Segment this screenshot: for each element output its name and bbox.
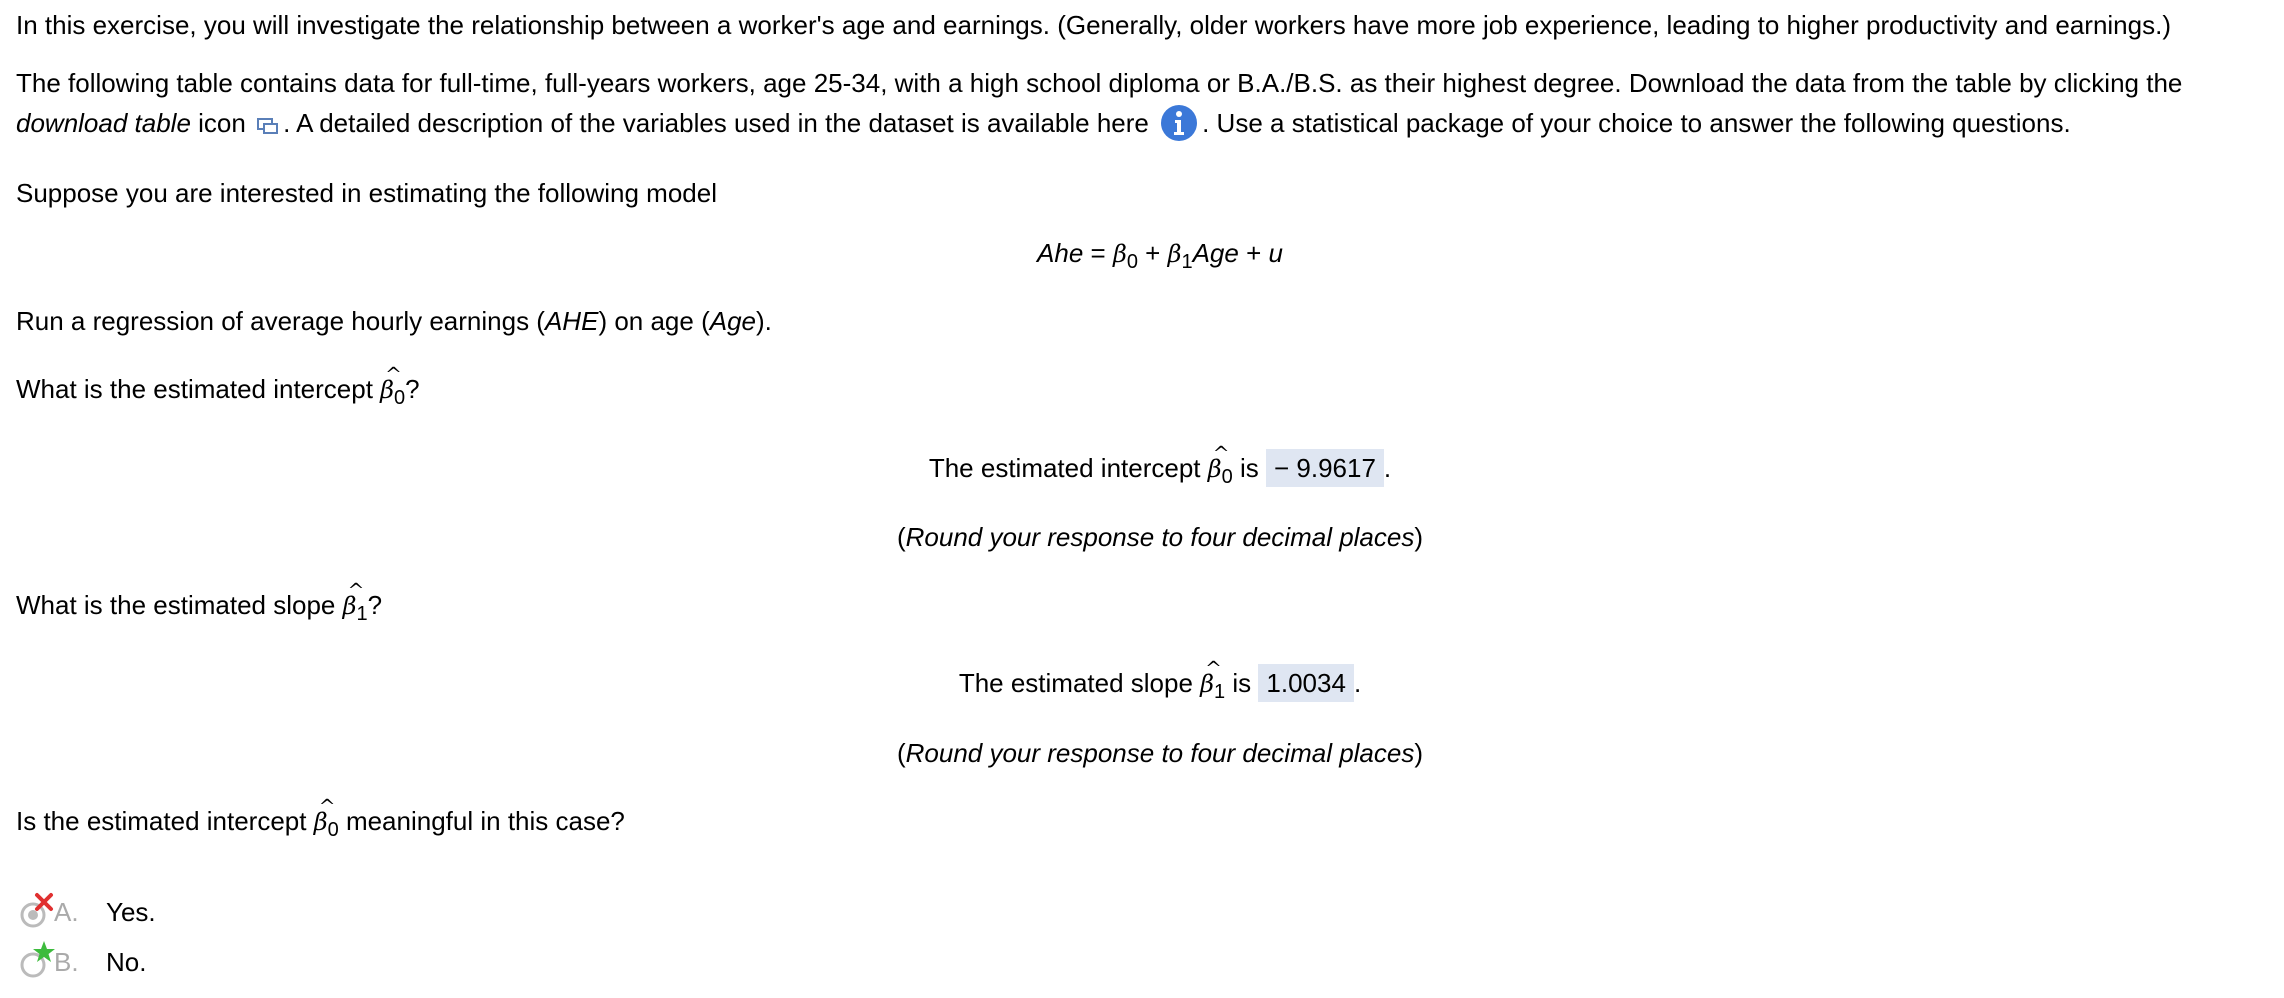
radio-a[interactable]	[20, 898, 48, 926]
round-note-2: (Round your response to four decimal places)	[896, 738, 1424, 768]
model-intro: Suppose you are interested in estimating the following model	[16, 178, 717, 208]
question-slope	[16, 586, 382, 625]
intercept-answer-field[interactable]: − 9.9617	[1266, 449, 1384, 487]
download-table-label: download table	[16, 108, 191, 138]
option-b-letter: B.	[54, 947, 79, 977]
slope-answer-field[interactable]: 1.0034	[1258, 664, 1354, 702]
run-regression-text	[16, 302, 772, 340]
run-mid: ) on age (	[598, 306, 710, 336]
model-age: Age	[1192, 238, 1239, 268]
run-prefix: Run a regression of average hourly earnings (	[16, 306, 545, 336]
after-info-text: . Use a statistical package of your choice to answer the following questions.	[1202, 108, 2071, 138]
round-note-1: (Round your response to four decimal places)	[896, 522, 1424, 552]
beta-1-symbol: β	[1167, 240, 1182, 268]
q1-period: .	[1383, 453, 1392, 483]
download-table-icon[interactable]	[257, 107, 279, 125]
q1-is: is	[1232, 453, 1266, 483]
run-age: Age	[709, 306, 756, 336]
q1-answer-subscript: 0	[1221, 466, 1233, 488]
answer-slope-line	[0, 664, 2284, 703]
q2-period: .	[1353, 668, 1362, 698]
run-ahe: AHE	[544, 306, 599, 336]
q1-subscript: 0	[394, 387, 406, 409]
round-note-2-text: Round your response to four decimal places	[905, 738, 1415, 768]
beta-1-subscript: 1	[1181, 251, 1193, 273]
q1-qmark: ?	[405, 374, 420, 404]
q2-qmark: ?	[367, 590, 383, 620]
option-b[interactable]	[20, 943, 146, 981]
option-a-text: Yes.	[106, 897, 156, 927]
q3-question-prefix: Is the estimated intercept	[16, 806, 314, 836]
q1-answer-prefix: The estimated intercept	[928, 453, 1208, 483]
beta-hat-0-symbol-answer: ^ β	[1208, 450, 1222, 488]
model-error: u	[1268, 238, 1283, 268]
option-a-letter: A.	[54, 897, 79, 927]
q3-question-suffix: meaningful in this case?	[338, 806, 625, 836]
after-download-text: . A detailed description of the variables used in the dataset is available here	[283, 108, 1149, 138]
q2-answer-subscript: 1	[1214, 681, 1226, 703]
question-intercept	[16, 370, 420, 409]
model-eq: =	[1083, 238, 1113, 268]
green-star-icon	[32, 940, 56, 964]
beta-0-symbol: β	[1112, 240, 1127, 268]
icon-word: icon	[190, 108, 246, 138]
beta-hat-0-symbol: ^ β	[380, 371, 394, 409]
beta-hat-0-symbol-q3: ^ β	[314, 803, 328, 841]
option-b-text: No.	[106, 947, 147, 977]
model-plus-u: +	[1238, 238, 1269, 268]
radio-b[interactable]	[20, 948, 48, 976]
intro-text: In this exercise, you will investigate the relationship between a worker's age and earnings. (Generally, older workers have more job experience, leading to higher productivity and earnings.)	[16, 10, 2171, 40]
model-plus: +	[1137, 238, 1168, 268]
q1-question-text: What is the estimated intercept	[16, 374, 381, 404]
option-a[interactable]	[20, 893, 156, 931]
model-lhs: Ahe	[1037, 238, 1084, 268]
q2-question-text: What is the estimated slope	[16, 590, 343, 620]
info-icon[interactable]	[1160, 104, 1198, 142]
instructions-line-2	[16, 104, 2071, 142]
red-x-icon	[34, 892, 54, 912]
q2-answer-prefix: The estimated slope	[958, 668, 1201, 698]
q2-is: is	[1225, 668, 1259, 698]
run-suffix: ).	[756, 306, 772, 336]
beta-hat-1-symbol: ^ β	[343, 587, 357, 625]
q2-subscript: 1	[356, 603, 368, 625]
question-meaningful	[16, 802, 625, 841]
q3-subscript: 0	[327, 819, 339, 841]
model-equation	[0, 234, 2284, 273]
beta-hat-1-symbol-answer: ^ β	[1200, 665, 1214, 703]
instructions-line-1: The following table contains data for full-time, full-years workers, age 25-34, with a high school diploma or B.A./B.S. as their highest degree. Download the data from the table by clicking the	[16, 68, 2183, 98]
answer-intercept-line	[0, 449, 2284, 488]
beta-0-subscript: 0	[1126, 251, 1138, 273]
round-note-1-text: Round your response to four decimal places	[905, 522, 1415, 552]
